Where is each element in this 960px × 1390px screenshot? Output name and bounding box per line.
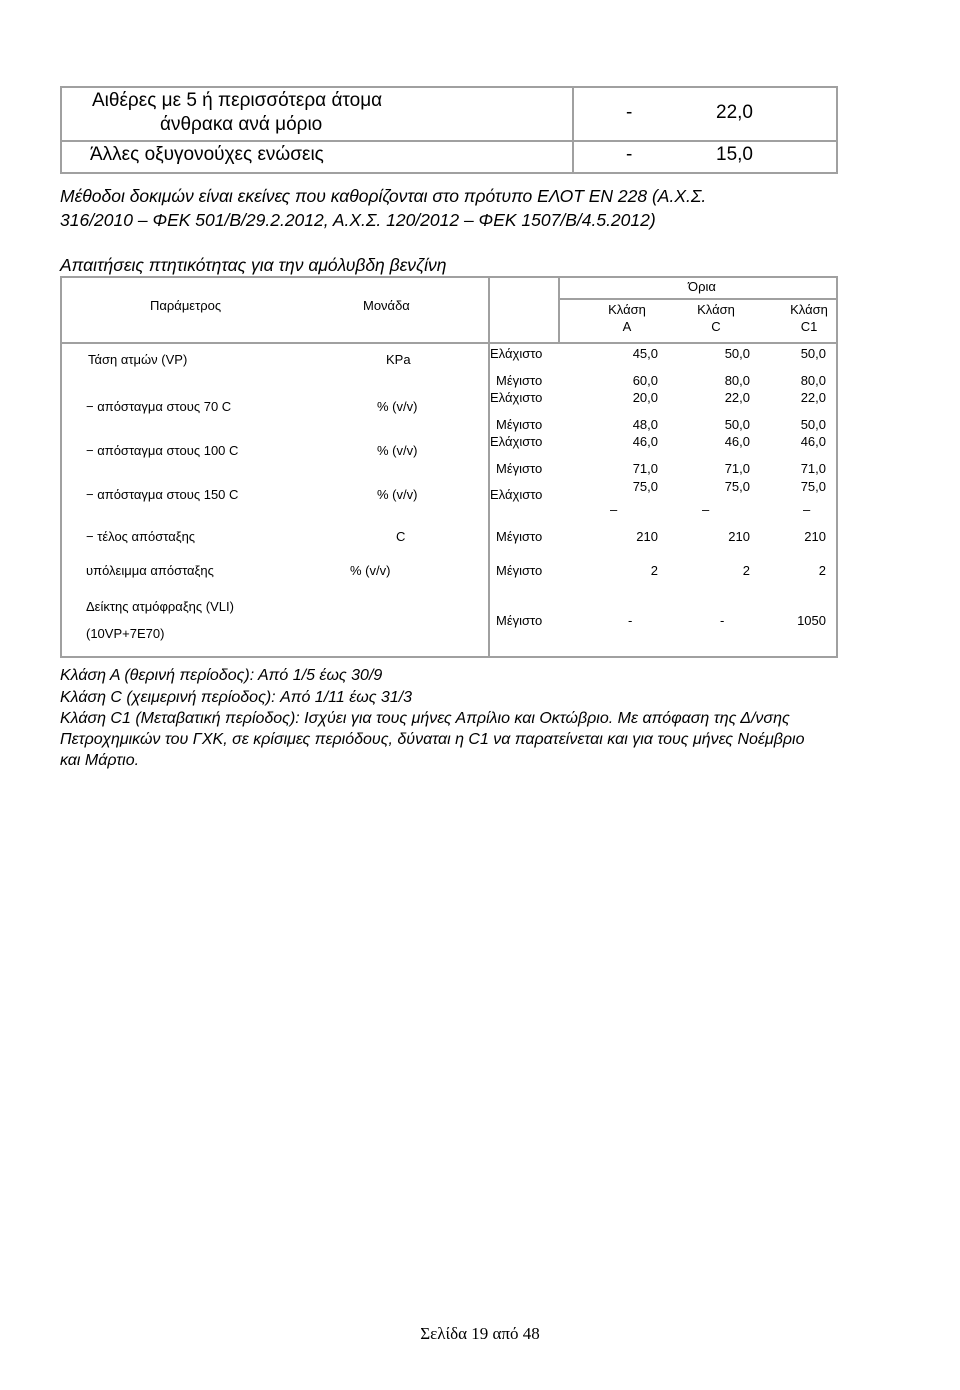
header-unit: Μονάδα [363, 298, 410, 313]
note-class-c1-line1: Κλάση C1 (Μεταβατική περίοδος): Ισχύει για τους μήνες Απρίλιο και Οκτώβριο. Με απόφαση της Δ/νσης [60, 710, 790, 727]
param-distillation-residue: υπόλειμμα απόσταξης [86, 563, 214, 578]
residue-max-label: Μέγιστο [496, 563, 543, 578]
vp-max-class-c: 80,0 [724, 373, 750, 388]
header-parameter: Παράμετρος [150, 298, 222, 313]
e70-min-label: Ελάχιστο [490, 390, 543, 405]
e150-dash-class-c: – [702, 502, 710, 517]
header-class-c-line2: C [711, 319, 721, 334]
vp-max-class-c1: 80,0 [800, 373, 826, 388]
vp-min-class-a: 45,0 [632, 346, 658, 361]
e100-min-label: Ελάχιστο [490, 434, 543, 449]
e70-max-label: Μέγιστο [496, 417, 543, 432]
param-final-boiling-point: − τέλος απόσταξης [86, 529, 196, 544]
e100-max-class-c1: 71,0 [800, 461, 826, 476]
fbp-class-c: 210 [728, 529, 750, 544]
unit-final-boiling-point: C [396, 529, 406, 544]
row-divider [62, 140, 836, 142]
e100-min-class-a: 46,0 [632, 434, 658, 449]
param-evaporated-70: − απόσταγμα στους 70 C [86, 399, 232, 414]
fbp-max-label: Μέγιστο [496, 529, 543, 544]
unit-evaporated-150: % (v/v) [377, 487, 418, 502]
header-limits: Όρια [688, 279, 716, 294]
other-oxygenates-dash: - [626, 144, 633, 165]
e70-max-class-c1: 50,0 [800, 417, 826, 432]
vp-min-class-c: 50,0 [724, 346, 750, 361]
e150-min-label: Ελάχιστο [490, 487, 543, 502]
e150-dash-class-c1: – [803, 502, 811, 517]
e100-max-class-c: 71,0 [724, 461, 750, 476]
fbp-class-a: 210 [636, 529, 658, 544]
unit-evaporated-100: % (v/v) [377, 443, 418, 458]
header-class-c-line1: Κλάση [697, 302, 735, 317]
e70-min-class-c1: 22,0 [800, 390, 826, 405]
unit-distillation-residue: % (v/v) [350, 563, 391, 578]
e70-min-class-a: 20,0 [632, 390, 658, 405]
param-vapour-pressure: Τάση ατμών (VP) [88, 352, 188, 367]
vli-class-c1: 1050 [797, 613, 826, 628]
header-bottom-line [62, 342, 836, 344]
oxygenates-table [60, 86, 838, 174]
column-divider [488, 278, 490, 656]
vp-max-class-a: 60,0 [632, 373, 658, 388]
e150-min-class-a: 75,0 [632, 479, 658, 494]
param-vapour-lock-index-line1: Δείκτης ατμόφραξης (VLI) [86, 599, 234, 614]
page-number: Σελίδα 19 από 48 [420, 1324, 540, 1343]
unit-evaporated-70: % (v/v) [377, 399, 418, 414]
e100-max-class-a: 71,0 [632, 461, 658, 476]
param-evaporated-150: − απόσταγμα στους 150 C [86, 487, 239, 502]
header-class-a-line1: Κλάση [608, 302, 646, 317]
limits-header-divider [558, 298, 836, 300]
fbp-class-c1: 210 [804, 529, 826, 544]
e150-min-class-c: 75,0 [724, 479, 750, 494]
column-divider [558, 278, 560, 342]
ethers-label-line2: άνθρακα ανά μόριο [160, 114, 323, 135]
note-class-a: Κλάση Α (θερινή περίοδος): Από 1/5 έως 30/9 [60, 667, 383, 684]
e100-min-class-c1: 46,0 [800, 434, 826, 449]
residue-class-a: 2 [650, 563, 658, 578]
note-class-c1-line2: Πετροχημικών του ΓΧΚ, σε κρίσιμες περιόδους, δύναται η C1 να παρατείνεται και για τους μήνες Νοέμβριο [60, 731, 805, 748]
header-class-c1-line2: C1 [800, 319, 818, 334]
residue-class-c1: 2 [818, 563, 826, 578]
volatility-requirements-table [60, 276, 838, 658]
header-class-a-line2: Α [622, 319, 632, 334]
methods-text-line1: Μέθοδοι δοκιμών είναι εκείνες που καθορίζονται στο πρότυπο ΕΛΟΤ ΕΝ 228 (Α.Χ.Σ. [60, 186, 707, 206]
other-oxygenates-value: 15,0 [716, 144, 753, 165]
column-divider [572, 88, 574, 172]
section-title: Απαιτήσεις πτητικότητας για την αμόλυβδη βενζίνη [60, 255, 447, 275]
vp-max-label: Μέγιστο [496, 373, 543, 388]
vli-class-a: - [628, 613, 633, 628]
e100-min-class-c: 46,0 [724, 434, 750, 449]
ethers-value: 22,0 [716, 102, 753, 123]
unit-vapour-pressure: KPa [386, 352, 411, 367]
e150-min-class-c1: 75,0 [800, 479, 826, 494]
vp-min-label: Ελάχιστο [490, 346, 543, 361]
vli-max-label: Μέγιστο [496, 613, 543, 628]
vp-min-class-c1: 50,0 [800, 346, 826, 361]
residue-class-c: 2 [742, 563, 750, 578]
e150-dash-class-a: – [610, 502, 618, 517]
note-class-c: Κλάση C (χειμερινή περίοδος): Από 1/11 έως 31/3 [60, 689, 413, 706]
param-evaporated-100: − απόσταγμα στους 100 C [86, 443, 239, 458]
e70-max-class-c: 50,0 [724, 417, 750, 432]
note-class-c1-line3: και Μάρτιο. [60, 752, 140, 769]
other-oxygenates-label: Άλλες οξυγονούχες ενώσεις [90, 144, 324, 165]
param-vapour-lock-index-line2: (10VP+7E70) [86, 626, 165, 641]
ethers-dash: - [626, 102, 633, 123]
ethers-label-line1: Αιθέρες με 5 ή περισσότερα άτομα [92, 90, 383, 111]
methods-text-line2: 316/2010 – ΦΕΚ 501/Β/29.2.2012, Α.Χ.Σ. 120/2012 – ΦΕΚ 1507/Β/4.5.2012) [60, 210, 656, 230]
header-class-c1-line1: Κλάση [790, 302, 828, 317]
e70-min-class-c: 22,0 [724, 390, 750, 405]
e100-max-label: Μέγιστο [496, 461, 543, 476]
vli-class-c: - [720, 613, 725, 628]
e70-max-class-a: 48,0 [632, 417, 658, 432]
